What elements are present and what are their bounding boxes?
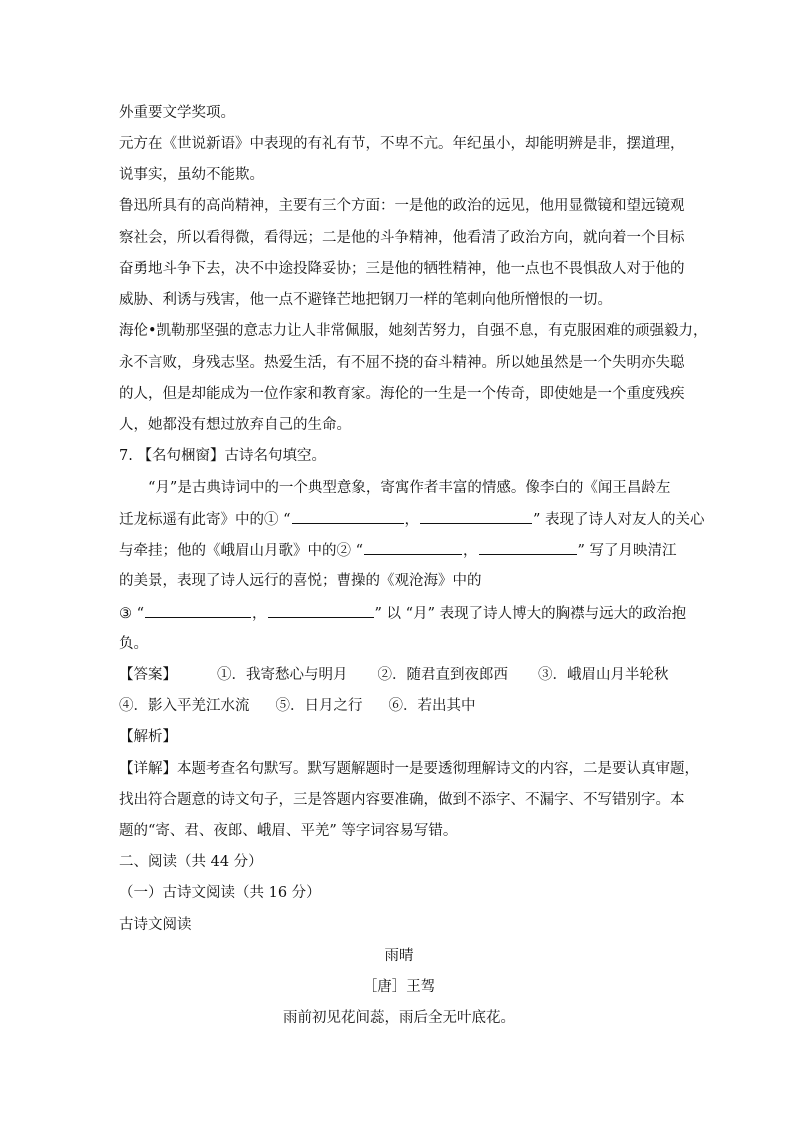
subsection-label: 古诗文阅读 [119,917,192,933]
text-span: 与牵挂；他的《峨眉山月歌》中的② “ [119,543,364,559]
text-line: 负。 [119,636,148,652]
text-span: ” 以 “月” 表现了诗人博大的胸襟与远大的政治抱 [374,606,687,622]
fill-blank-line [119,603,686,624]
poem-line: 雨前初见花间蕊，雨后全无叶底花。 [283,1010,515,1026]
text-span: ， [404,512,420,528]
text-line: 外重要文学奖项。 [119,105,235,121]
text-span: ③ “ [119,606,145,622]
text-line: 察社会，所以看得微，看得远；二是他的斗争精神，他看清了政治方向，就向着一个目标 [119,230,685,246]
answer-item: ③．峨眉山月半轮秋 [538,667,669,683]
answer-blank [292,509,404,524]
poem-title: 雨晴 [384,948,414,964]
text-span: ” 表现了诗人对友人的关心 [533,512,705,528]
answer-line [119,665,669,685]
text-span: ， [463,543,478,559]
fill-blank-line [119,540,677,561]
text-line: 鲁迅所具有的高尚精神，主要有三个方面：一是他的政治的远见，他用显微镜和望远镜观 [119,198,685,214]
fill-blank-line [119,509,705,530]
analysis-label: 【解析】 [119,729,177,745]
text-span: ” 写了月映清江 [577,543,677,559]
answer-label: 【答案】 [119,667,177,683]
text-line: 的美景，表现了诗人远行的喜悦；曹操的《观沧海》中的 [119,573,482,589]
text-line: 的人，但是却能成为一位作家和教育家。海伦的一生是一个传奇，即使她是一个重度残疾 [119,386,685,402]
text-line: 说事实，虽幼不能欺。 [119,167,264,183]
text-line: 人，她都没有想过放弃自己的生命。 [119,417,351,433]
answer-blank [364,540,462,555]
answer-blank [479,540,577,555]
text-line: 【详解】本题考查名句默写。默写题解题时一是要透彻理解诗文的内容，二是要认真审题， [119,761,699,777]
text-line: 题的“寄、君、夜郎、峨眉、平羌” 等字词容易写错。 [119,823,458,839]
text-line: 海伦•凯勒那坚强的意志力让人非常佩服，她刻苦努力，自强不息，有克服困难的顽强毅力， [119,323,708,339]
answer-item: ①．我寄愁心与明月 [217,667,348,683]
text-line: 威胁、利诱与残害，他一点不避锋芒地把钢刀一样的笔刺向他所憎恨的一切。 [119,292,612,308]
answer-blank [420,509,532,524]
text-line: 永不言败，身残志坚。热爱生活，有不屈不挠的奋斗精神。所以她虽然是一个失明亦失聪 [119,355,685,371]
answer-item: ⑥．若出其中 [388,698,476,714]
subsection-heading: （一）古诗文阅读（共 16 分） [119,885,321,901]
answer-line [119,696,476,716]
text-line: 找出符合题意的诗文句子，三是答题内容要准确，做到不添字、不漏字、不写错别字。本 [119,792,685,808]
answer-blank [268,603,374,618]
answer-item: ②．随君直到夜郎西 [377,667,508,683]
text-line: 奋勇地斗争下去，决不中途投降妥协；三是他的牺牲精神，他一点也不畏惧敌人对于他的 [119,261,685,277]
text-span: 迁龙标遥有此寄》中的① “ [119,512,291,528]
text-line: 元方在《世说新语》中表现的有礼有节，不卑不亢。年纪虽小，却能明辨是非，摆道理， [119,136,685,152]
text-span: ， [252,606,267,622]
poem-author: ［唐］王驾 [362,979,436,995]
answer-blank [145,603,251,618]
question-heading: 7. 【名句梱窗】古诗名句填空。 [119,448,326,464]
answer-item: ⑤．日月之行 [275,698,363,714]
section-heading: 二、阅读（共 44 分） [119,854,263,870]
text-line: “月”是古典诗词中的一个典型意象，寄寓作者丰富的情感。像李白的《闻王昌龄左 [148,480,671,496]
answer-item: ④．影入平羌江水流 [119,698,250,714]
